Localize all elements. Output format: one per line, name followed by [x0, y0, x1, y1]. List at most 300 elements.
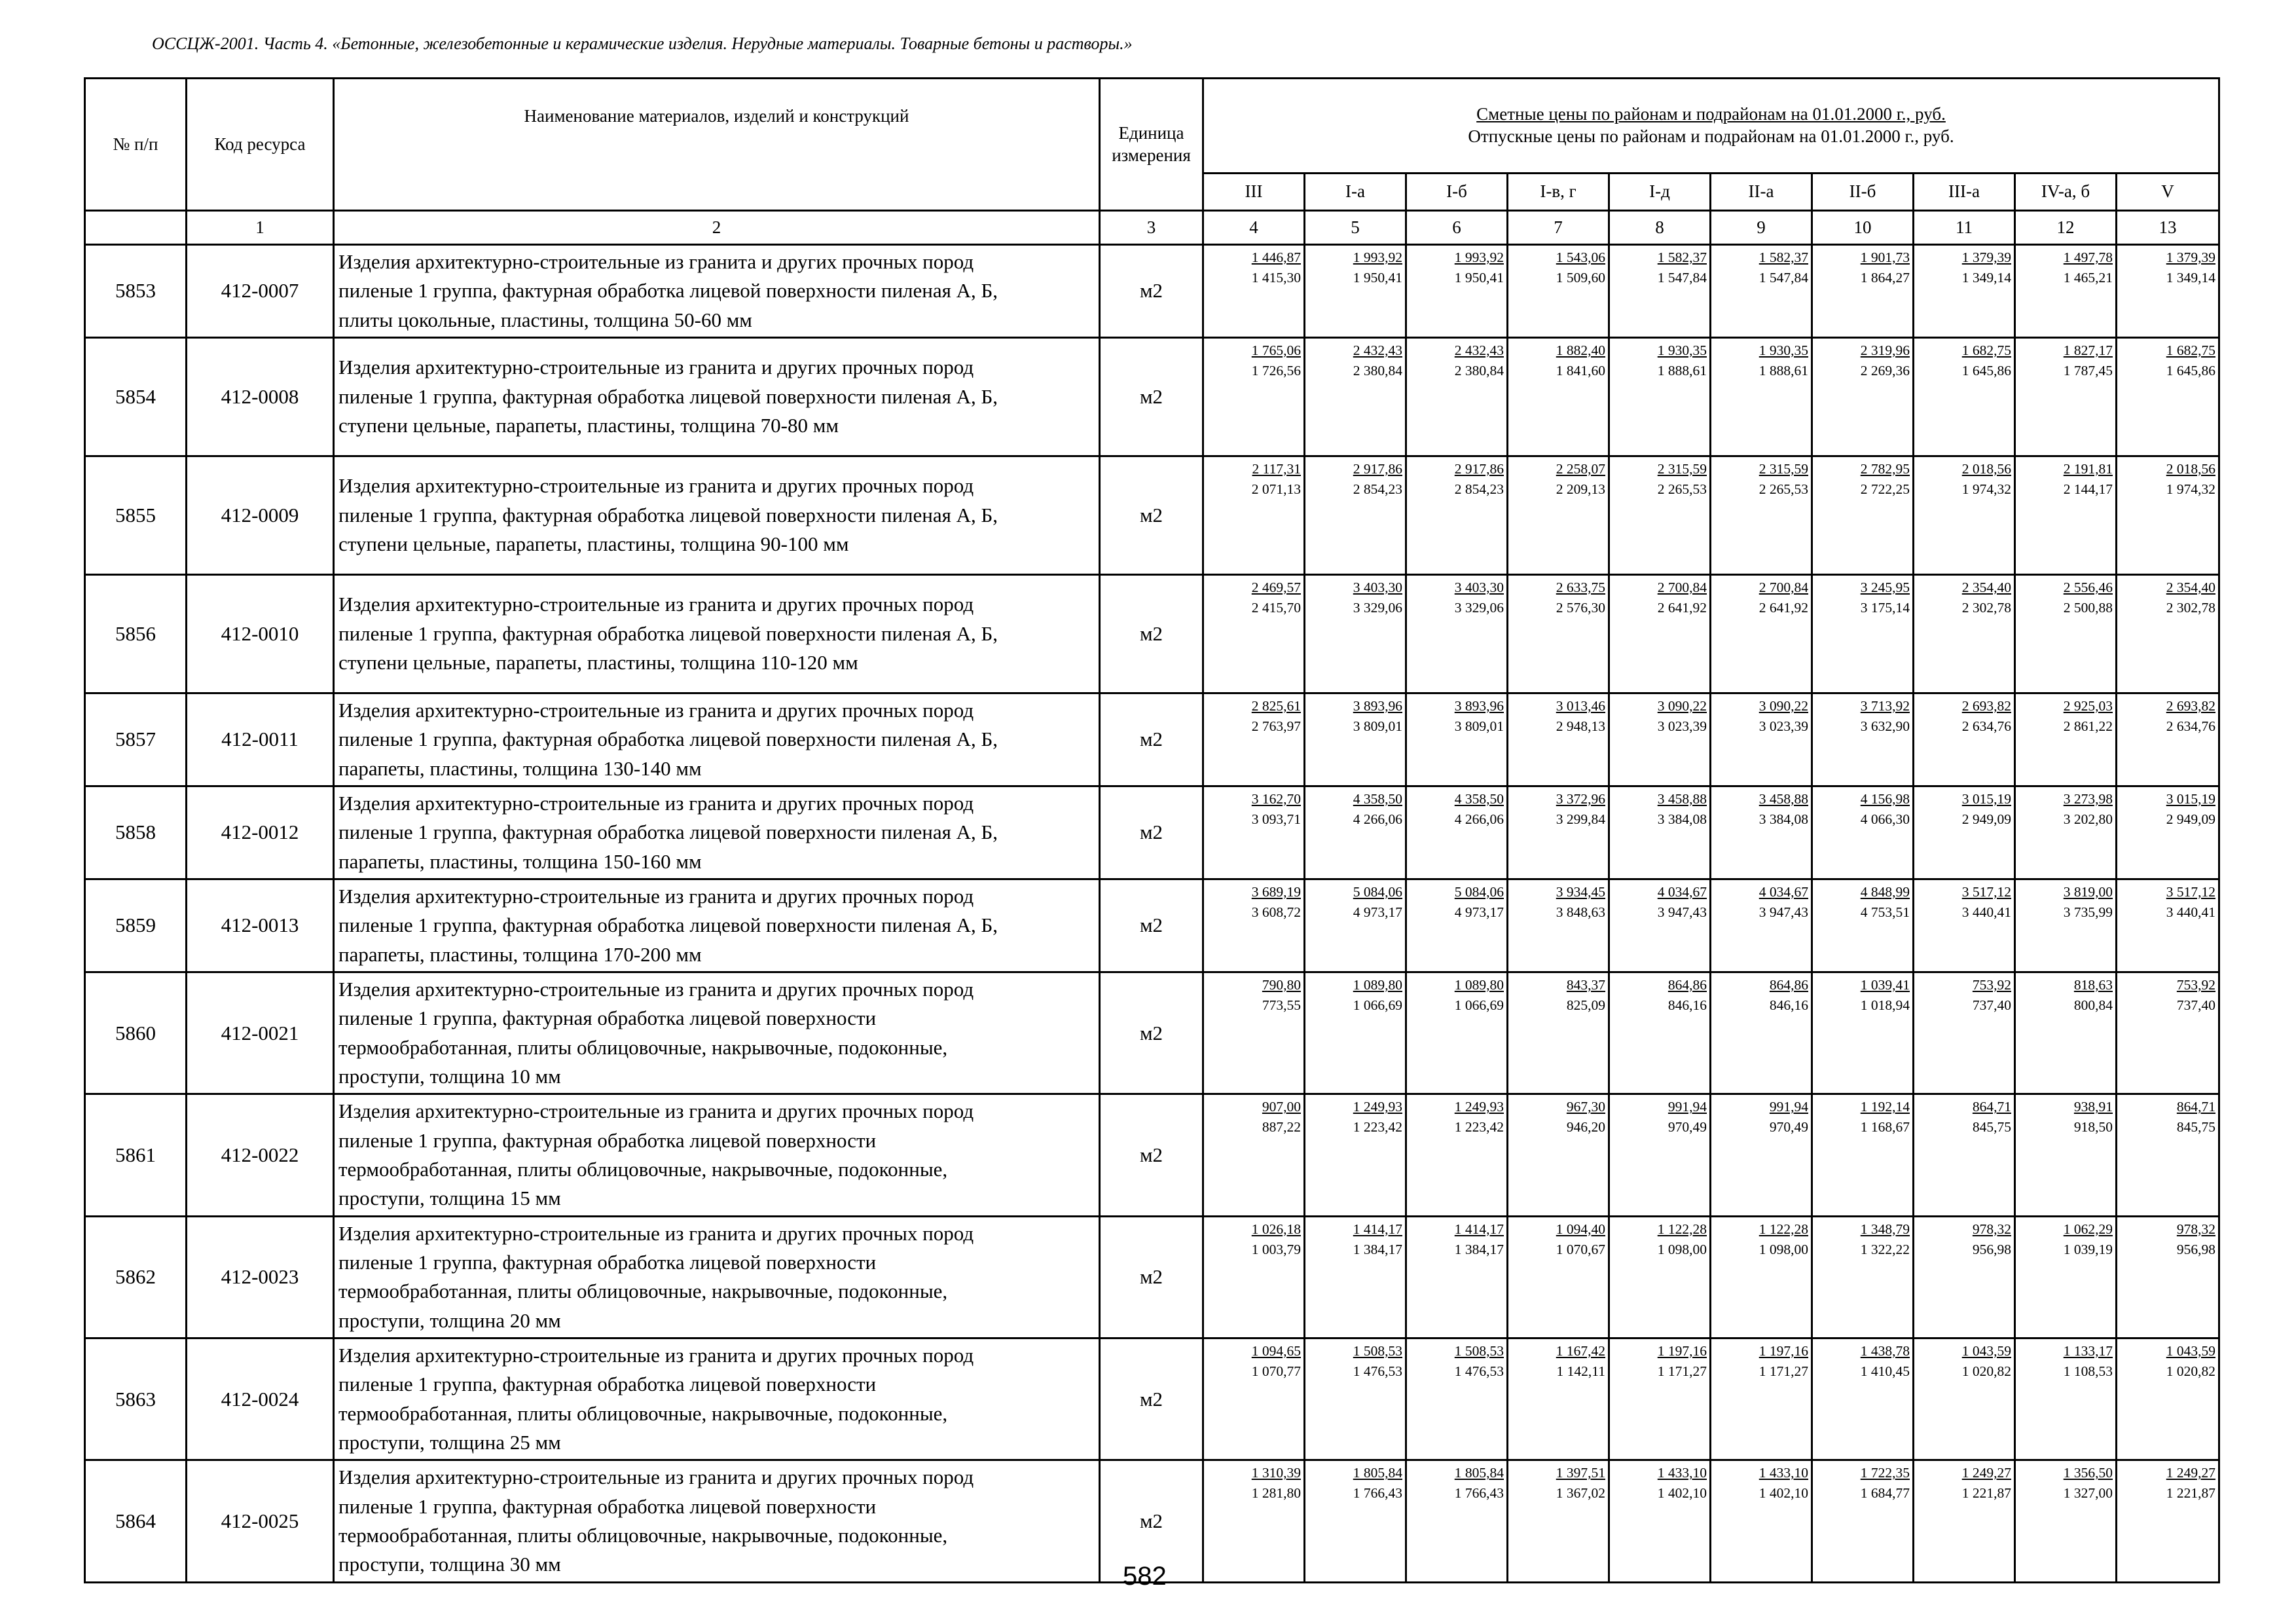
- estimated-price: 1 192,14: [1860, 1099, 1910, 1115]
- selling-price: 1 974,32: [1961, 481, 2011, 498]
- selling-price: 3 023,39: [1758, 718, 1808, 735]
- price-cell: [1203, 1338, 1305, 1460]
- estimated-price: 1 414,17: [1353, 1221, 1402, 1237]
- estimated-price: 2 258,07: [1556, 460, 1605, 477]
- selling-price: 1 171,27: [1758, 1363, 1808, 1380]
- price-cell: [1406, 693, 1508, 786]
- selling-price: 1 766,43: [1454, 1485, 1504, 1502]
- selling-price: 1 171,27: [1657, 1363, 1707, 1380]
- estimated-price: 4 156,98: [1860, 790, 1910, 807]
- material-name-line: проступи, толщина 10 мм: [338, 1064, 561, 1088]
- selling-price: 2 949,09: [1961, 811, 2011, 828]
- estimated-price: 1 197,16: [1657, 1342, 1707, 1359]
- material-name-line: Изделия архитектурно-строительные из гранита и других прочных пород: [338, 1343, 974, 1367]
- price-cell: [1406, 1460, 1508, 1582]
- estimated-price: 5 084,06: [1353, 883, 1402, 900]
- price-cell: [1914, 879, 2015, 972]
- estimated-price: 1 089,80: [1454, 976, 1504, 993]
- selling-price: 800,84: [2073, 997, 2113, 1014]
- header-region: I-в, г: [1508, 174, 1609, 211]
- material-name-line: пиленые 1 группа, фактурная обработка лицевой поверхности: [338, 1006, 877, 1030]
- selling-price: 1 142,11: [1556, 1363, 1605, 1380]
- unit-of-measure: м2: [1100, 879, 1203, 972]
- estimated-price: 1 379,39: [2166, 249, 2215, 265]
- header-column-number: [85, 211, 187, 245]
- estimated-price: 1 930,35: [1657, 342, 1707, 358]
- selling-price: 846,16: [1769, 997, 1808, 1014]
- price-cell: [1305, 1460, 1406, 1582]
- estimated-price: 967,30: [1566, 1099, 1605, 1115]
- estimated-price: 2 319,96: [1860, 342, 1910, 358]
- material-name: [334, 972, 1100, 1094]
- estimated-price: 1 122,28: [1657, 1221, 1707, 1237]
- resource-code: 412-0012: [187, 786, 334, 879]
- selling-price: 1 974,32: [2166, 481, 2215, 498]
- estimated-price: 1 497,78: [2063, 249, 2113, 265]
- unit-of-measure: м2: [1100, 245, 1203, 338]
- price-cell: [1914, 245, 2015, 338]
- resource-code: 412-0025: [187, 1460, 334, 1582]
- selling-price: 1 322,22: [1860, 1241, 1910, 1257]
- estimated-price: 1 438,78: [1860, 1342, 1910, 1359]
- price-cell: [2015, 693, 2117, 786]
- price-cell: [1406, 1338, 1508, 1460]
- price-cell: [1812, 337, 1914, 456]
- selling-price: 4 266,06: [1353, 811, 1402, 828]
- selling-price: 3 329,06: [1454, 600, 1504, 616]
- selling-price: 2 302,78: [2166, 600, 2215, 616]
- material-name-line: термообработанная, плиты облицовочные, накрывочные, подоконные,: [338, 1280, 948, 1303]
- price-cell: [1914, 1216, 2015, 1338]
- unit-of-measure: м2: [1100, 456, 1203, 574]
- estimated-price: 1 901,73: [1860, 249, 1910, 265]
- selling-price: 2 641,92: [1758, 600, 1808, 616]
- selling-price: 3 384,08: [1657, 811, 1707, 828]
- estimated-price: 1 310,39: [1251, 1465, 1301, 1481]
- selling-price: 3 023,39: [1657, 718, 1707, 735]
- estimated-price: 1 348,79: [1860, 1221, 1910, 1237]
- estimated-price: 3 517,12: [2166, 883, 2215, 900]
- material-name-line: плиты цокольные, пластины, толщина 50-60 мм: [338, 308, 752, 331]
- selling-price: 1 349,14: [1961, 270, 2011, 286]
- price-table: [84, 77, 2220, 1583]
- selling-price: 2 380,84: [1454, 363, 1504, 379]
- price-cell: [1203, 786, 1305, 879]
- selling-price: 4 973,17: [1454, 904, 1504, 921]
- estimated-price: 3 893,96: [1454, 697, 1504, 714]
- price-cell: [2117, 456, 2219, 574]
- selling-price: 2 380,84: [1353, 363, 1402, 379]
- selling-price: 1 888,61: [1657, 363, 1707, 379]
- estimated-price: 3 403,30: [1454, 579, 1504, 595]
- estimated-price: 1 167,42: [1556, 1342, 1605, 1359]
- material-name: [334, 786, 1100, 879]
- resource-code: 412-0009: [187, 456, 334, 574]
- unit-of-measure: м2: [1100, 786, 1203, 879]
- estimated-price: 3 372,96: [1556, 790, 1605, 807]
- table-row: [85, 456, 2219, 574]
- price-cell: [1812, 972, 1914, 1094]
- price-cell: [1812, 574, 1914, 693]
- material-name-line: термообработанная, плиты облицовочные, накрывочные, подоконные,: [338, 1401, 948, 1425]
- estimated-price: 1 249,27: [1961, 1465, 2011, 1481]
- selling-price: 887,22: [1262, 1119, 1301, 1135]
- selling-price: 1 410,45: [1860, 1363, 1910, 1380]
- price-cell: [1914, 972, 2015, 1094]
- header-column-number: 7: [1508, 211, 1609, 245]
- material-name-line: термообработанная, плиты облицовочные, накрывочные, подоконные,: [338, 1157, 948, 1181]
- price-cell: [1914, 1338, 2015, 1460]
- selling-price: 1 787,45: [2063, 363, 2113, 379]
- estimated-price: 2 925,03: [2063, 697, 2113, 714]
- estimated-price: 1 930,35: [1758, 342, 1808, 358]
- estimated-price: 2 018,56: [1961, 460, 2011, 477]
- estimated-price: 818,63: [2073, 976, 2113, 993]
- material-name-line: Изделия архитектурно-строительные из гранита и других прочных пород: [338, 977, 974, 1001]
- selling-price: 1 402,10: [1657, 1485, 1707, 1502]
- price-cell: [2117, 879, 2219, 972]
- material-name-line: пиленые 1 группа, фактурная обработка лицевой поверхности: [338, 1250, 877, 1274]
- price-cell: [1609, 786, 1711, 879]
- estimated-price: 2 700,84: [1657, 579, 1707, 595]
- price-cell: [1508, 879, 1609, 972]
- price-cell: [2015, 1094, 2117, 1216]
- price-cell: [1305, 879, 1406, 972]
- selling-price: 1 841,60: [1556, 363, 1605, 379]
- resource-code: 412-0010: [187, 574, 334, 693]
- price-cell: [1406, 786, 1508, 879]
- header-region: II-а: [1711, 174, 1812, 211]
- header-region: III: [1203, 174, 1305, 211]
- selling-price: 1 223,42: [1454, 1119, 1504, 1135]
- price-cell: [2117, 1094, 2219, 1216]
- estimated-price: 1 122,28: [1758, 1221, 1808, 1237]
- estimated-price: 978,32: [1972, 1221, 2011, 1237]
- row-number: 5853: [85, 245, 187, 338]
- estimated-price: 3 689,19: [1251, 883, 1301, 900]
- estimated-price: 1 993,92: [1353, 249, 1402, 265]
- unit-of-measure: м2: [1100, 1338, 1203, 1460]
- estimated-price: 2 315,59: [1657, 460, 1707, 477]
- table-row: [85, 972, 2219, 1094]
- estimated-price: 938,91: [2073, 1099, 2113, 1115]
- selling-price: 1 645,86: [1961, 363, 2011, 379]
- material-name-line: термообработанная, плиты облицовочные, накрывочные, подоконные,: [338, 1523, 948, 1547]
- estimated-price: 4 358,50: [1353, 790, 1402, 807]
- unit-of-measure: м2: [1100, 337, 1203, 456]
- row-number: 5861: [85, 1094, 187, 1216]
- table-row: [85, 245, 2219, 338]
- row-number: 5863: [85, 1338, 187, 1460]
- estimated-price: 978,32: [2176, 1221, 2215, 1237]
- price-cell: [1406, 456, 1508, 574]
- material-name-line: пиленые 1 группа, фактурная обработка лицевой поверхности пиленая А, Б,: [338, 728, 998, 751]
- selling-price: 1 384,17: [1454, 1241, 1504, 1257]
- estimated-price: 1 508,53: [1353, 1342, 1402, 1359]
- price-cell: [1914, 574, 2015, 693]
- estimated-price: 2 917,86: [1454, 460, 1504, 477]
- estimated-price: 1 682,75: [1961, 342, 2011, 358]
- unit-of-measure: м2: [1100, 972, 1203, 1094]
- estimated-price: 864,71: [2176, 1099, 2215, 1115]
- selling-price: 3 735,99: [2063, 904, 2113, 921]
- price-cell: [2117, 1460, 2219, 1582]
- selling-price: 2 634,76: [2166, 718, 2215, 735]
- estimated-price: 2 782,95: [1860, 460, 1910, 477]
- estimated-price: 991,94: [1667, 1099, 1707, 1115]
- header-column-number: 10: [1812, 211, 1914, 245]
- estimated-price: 1 379,39: [1961, 249, 2011, 265]
- selling-price: 1 098,00: [1657, 1241, 1707, 1257]
- estimated-price: 3 458,88: [1758, 790, 1808, 807]
- price-cell: [1609, 1338, 1711, 1460]
- material-name-line: Изделия архитектурно-строительные из гранита и других прочных пород: [338, 1466, 974, 1489]
- estimated-price: 2 315,59: [1758, 460, 1808, 477]
- material-name-line: пиленые 1 группа, фактурная обработка лицевой поверхности: [338, 1373, 877, 1396]
- price-cell: [1609, 574, 1711, 693]
- selling-price: 1 476,53: [1353, 1363, 1402, 1380]
- header-column-number: 8: [1609, 211, 1711, 245]
- price-cell: [1305, 972, 1406, 1094]
- estimated-price: 4 034,67: [1657, 883, 1707, 900]
- selling-price: 3 848,63: [1556, 904, 1605, 921]
- material-name: [334, 1216, 1100, 1338]
- material-name-line: проступи, толщина 30 мм: [338, 1553, 561, 1576]
- price-cell: [1508, 1094, 1609, 1216]
- price-cell: [1406, 1094, 1508, 1216]
- material-name: [334, 574, 1100, 693]
- unit-of-measure: м2: [1100, 1460, 1203, 1582]
- price-cell: [1508, 245, 1609, 338]
- selling-price: 3 384,08: [1758, 811, 1808, 828]
- table-row: [85, 574, 2219, 693]
- material-name-line: парапеты, пластины, толщина 170-200 мм: [338, 942, 702, 966]
- selling-price: 1 070,77: [1251, 1363, 1301, 1380]
- price-cell: [1609, 456, 1711, 574]
- selling-price: 3 202,80: [2063, 811, 2113, 828]
- estimated-price: 1 249,93: [1454, 1099, 1504, 1115]
- row-number: 5854: [85, 337, 187, 456]
- price-cell: [1508, 786, 1609, 879]
- estimated-price: 1 433,10: [1657, 1465, 1707, 1481]
- header-column-number: 9: [1711, 211, 1812, 245]
- price-cell: [2015, 245, 2117, 338]
- selling-price: 2 948,13: [1556, 718, 1605, 735]
- resource-code: 412-0023: [187, 1216, 334, 1338]
- price-cell: [1508, 1338, 1609, 1460]
- price-cell: [1305, 693, 1406, 786]
- selling-price: 3 329,06: [1353, 600, 1402, 616]
- selling-price: 1 039,19: [2063, 1241, 2113, 1257]
- row-number: 5860: [85, 972, 187, 1094]
- estimated-price: 1 089,80: [1353, 976, 1402, 993]
- price-cell: [1812, 245, 1914, 338]
- material-name: [334, 1094, 1100, 1216]
- price-cell: [1711, 456, 1812, 574]
- unit-of-measure: м2: [1100, 1216, 1203, 1338]
- header-column-number: 13: [2117, 211, 2219, 245]
- header-column-number: 4: [1203, 211, 1305, 245]
- estimated-price: 2 693,82: [1961, 697, 2011, 714]
- table-row: [85, 693, 2219, 786]
- selling-price: 1 003,79: [1251, 1241, 1301, 1257]
- estimated-price: 5 084,06: [1454, 883, 1504, 900]
- estimated-price: 1 414,17: [1454, 1221, 1504, 1237]
- selling-price: 2 265,53: [1758, 481, 1808, 498]
- material-name-line: Изделия архитектурно-строительные из гранита и других прочных пород: [338, 791, 974, 815]
- header-region: V: [2117, 174, 2219, 211]
- price-cell: [1305, 1338, 1406, 1460]
- selling-price: 1 476,53: [1454, 1363, 1504, 1380]
- resource-code: 412-0021: [187, 972, 334, 1094]
- estimated-price: 1 446,87: [1251, 249, 1301, 265]
- price-cell: [1711, 1094, 1812, 1216]
- estimated-price: 1 249,93: [1353, 1099, 1402, 1115]
- price-cell: [1609, 693, 1711, 786]
- selling-price: 3 440,41: [1961, 904, 2011, 921]
- selling-price: 3 809,01: [1454, 718, 1504, 735]
- price-cell: [1203, 693, 1305, 786]
- price-cell: [1305, 574, 1406, 693]
- price-cell: [1609, 1094, 1711, 1216]
- header-region: I-а: [1305, 174, 1406, 211]
- header-column-number: 1: [187, 211, 334, 245]
- selling-price: 1 766,43: [1353, 1485, 1402, 1502]
- estimated-price: 2 117,31: [1252, 460, 1301, 477]
- selling-price: 2 265,53: [1657, 481, 1707, 498]
- material-name-line: пиленые 1 группа, фактурная обработка лицевой поверхности пиленая А, Б,: [338, 384, 998, 408]
- selling-price: 956,98: [2176, 1241, 2215, 1257]
- row-number: 5856: [85, 574, 187, 693]
- selling-price: 2 071,13: [1251, 481, 1301, 498]
- table-row: [85, 1094, 2219, 1216]
- header-num: № п/п: [85, 79, 187, 211]
- header-region: IV-а, б: [2015, 174, 2117, 211]
- selling-price: 2 576,30: [1556, 600, 1605, 616]
- estimated-price: 3 090,22: [1758, 697, 1808, 714]
- material-name: [334, 337, 1100, 456]
- material-name-line: пиленые 1 группа, фактурная обработка лицевой поверхности пиленая А, Б,: [338, 821, 998, 844]
- selling-price: 2 500,88: [2063, 600, 2113, 616]
- price-cell: [1203, 245, 1305, 338]
- estimated-price: 2 693,82: [2166, 697, 2215, 714]
- estimated-price: 864,86: [1769, 976, 1808, 993]
- estimated-price: 2 432,43: [1454, 342, 1504, 358]
- material-name-line: пиленые 1 группа, фактурная обработка лицевой поверхности пиленая А, Б,: [338, 503, 998, 526]
- price-cell: [1711, 1338, 1812, 1460]
- selling-price: 737,40: [2176, 997, 2215, 1014]
- price-cell: [1812, 1338, 1914, 1460]
- header-unit-line1: Единица: [1118, 122, 1184, 143]
- resource-code: 412-0013: [187, 879, 334, 972]
- estimated-price: 2 018,56: [2166, 460, 2215, 477]
- table-row: [85, 337, 2219, 456]
- estimated-price: 1 805,84: [1353, 1465, 1402, 1481]
- estimated-price: 864,71: [1972, 1099, 2011, 1115]
- estimated-price: 3 458,88: [1657, 790, 1707, 807]
- price-cell: [1711, 574, 1812, 693]
- estimated-price: 4 358,50: [1454, 790, 1504, 807]
- estimated-price: 3 162,70: [1251, 790, 1301, 807]
- selling-price: 3 440,41: [2166, 904, 2215, 921]
- price-cell: [2117, 574, 2219, 693]
- material-name-line: пиленые 1 группа, фактурная обработка лицевой поверхности: [338, 1494, 877, 1518]
- price-cell: [1508, 337, 1609, 456]
- selling-price: 1 384,17: [1353, 1241, 1402, 1257]
- selling-price: 1 547,84: [1657, 270, 1707, 286]
- estimated-price: 1 094,65: [1251, 1342, 1301, 1359]
- estimated-price: 753,92: [2176, 976, 2215, 993]
- price-cell: [1711, 1460, 1812, 1582]
- estimated-price: 1 722,35: [1860, 1465, 1910, 1481]
- material-name: [334, 1460, 1100, 1582]
- selling-price: 1 349,14: [2166, 270, 2215, 286]
- estimated-price: 864,86: [1667, 976, 1707, 993]
- material-name-line: Изделия архитектурно-строительные из гранита и других прочных пород: [338, 250, 974, 273]
- material-name-line: парапеты, пластины, толщина 130-140 мм: [338, 756, 702, 780]
- selling-price: 970,49: [1667, 1119, 1707, 1135]
- selling-price: 1 020,82: [1961, 1363, 2011, 1380]
- selling-price: 946,20: [1566, 1119, 1605, 1135]
- price-cell: [1203, 879, 1305, 972]
- selling-price: 3 632,90: [1860, 718, 1910, 735]
- material-name-line: Изделия архитектурно-строительные из гранита и других прочных пород: [338, 474, 974, 498]
- table-row: [85, 1338, 2219, 1460]
- selling-price: 1 221,87: [2166, 1485, 2215, 1502]
- selling-price: 2 854,23: [1353, 481, 1402, 498]
- estimated-price: 2 354,40: [2166, 579, 2215, 595]
- estimated-price: 907,00: [1262, 1099, 1301, 1115]
- price-cell: [1812, 456, 1914, 574]
- selling-price: 1 223,42: [1353, 1119, 1402, 1135]
- material-name-line: пиленые 1 группа, фактурная обработка лицевой поверхности пиленая А, Б,: [338, 913, 998, 937]
- estimated-price: 4 848,99: [1860, 883, 1910, 900]
- price-cell: [1812, 1460, 1914, 1582]
- document-title: ОССЦЖ-2001. Часть 4. «Бетонные, железобетонные и керамические изделия. Нерудные материалы. Товарные бетоны и растворы.»: [152, 34, 1133, 53]
- selling-price: 1 864,27: [1860, 270, 1910, 286]
- selling-price: 846,16: [1667, 997, 1707, 1014]
- material-name-line: Изделия архитектурно-строительные из гранита и других прочных пород: [338, 593, 974, 616]
- selling-price: 3 299,84: [1556, 811, 1605, 828]
- estimated-price: 1 882,40: [1556, 342, 1605, 358]
- estimated-price: 1 026,18: [1251, 1221, 1301, 1237]
- selling-price: 1 415,30: [1251, 270, 1301, 286]
- material-name-line: проступи, толщина 20 мм: [338, 1308, 561, 1332]
- header-column-number: 5: [1305, 211, 1406, 245]
- estimated-price: 1 133,17: [2063, 1342, 2113, 1359]
- estimated-price: 1 508,53: [1454, 1342, 1504, 1359]
- selling-price: 3 809,01: [1353, 718, 1402, 735]
- selling-price: 1 402,10: [1758, 1485, 1808, 1502]
- price-cell: [1914, 786, 2015, 879]
- price-cell: [1406, 337, 1508, 456]
- material-name-line: пиленые 1 группа, фактурная обработка лицевой поверхности пиленая А, Б,: [338, 621, 998, 645]
- estimated-price: 1 827,17: [2063, 342, 2113, 358]
- price-cell: [2015, 786, 2117, 879]
- material-name: [334, 245, 1100, 338]
- selling-price: 2 641,92: [1657, 600, 1707, 616]
- selling-price: 1 108,53: [2063, 1363, 2113, 1380]
- price-cell: [2117, 693, 2219, 786]
- selling-price: 845,75: [1972, 1119, 2011, 1135]
- price-cell: [1609, 337, 1711, 456]
- material-name-line: парапеты, пластины, толщина 150-160 мм: [338, 849, 702, 873]
- price-cell: [2015, 456, 2117, 574]
- material-name: [334, 879, 1100, 972]
- selling-price: 2 763,97: [1251, 718, 1301, 735]
- estimated-price: 2 354,40: [1961, 579, 2011, 595]
- price-cell: [2015, 337, 2117, 456]
